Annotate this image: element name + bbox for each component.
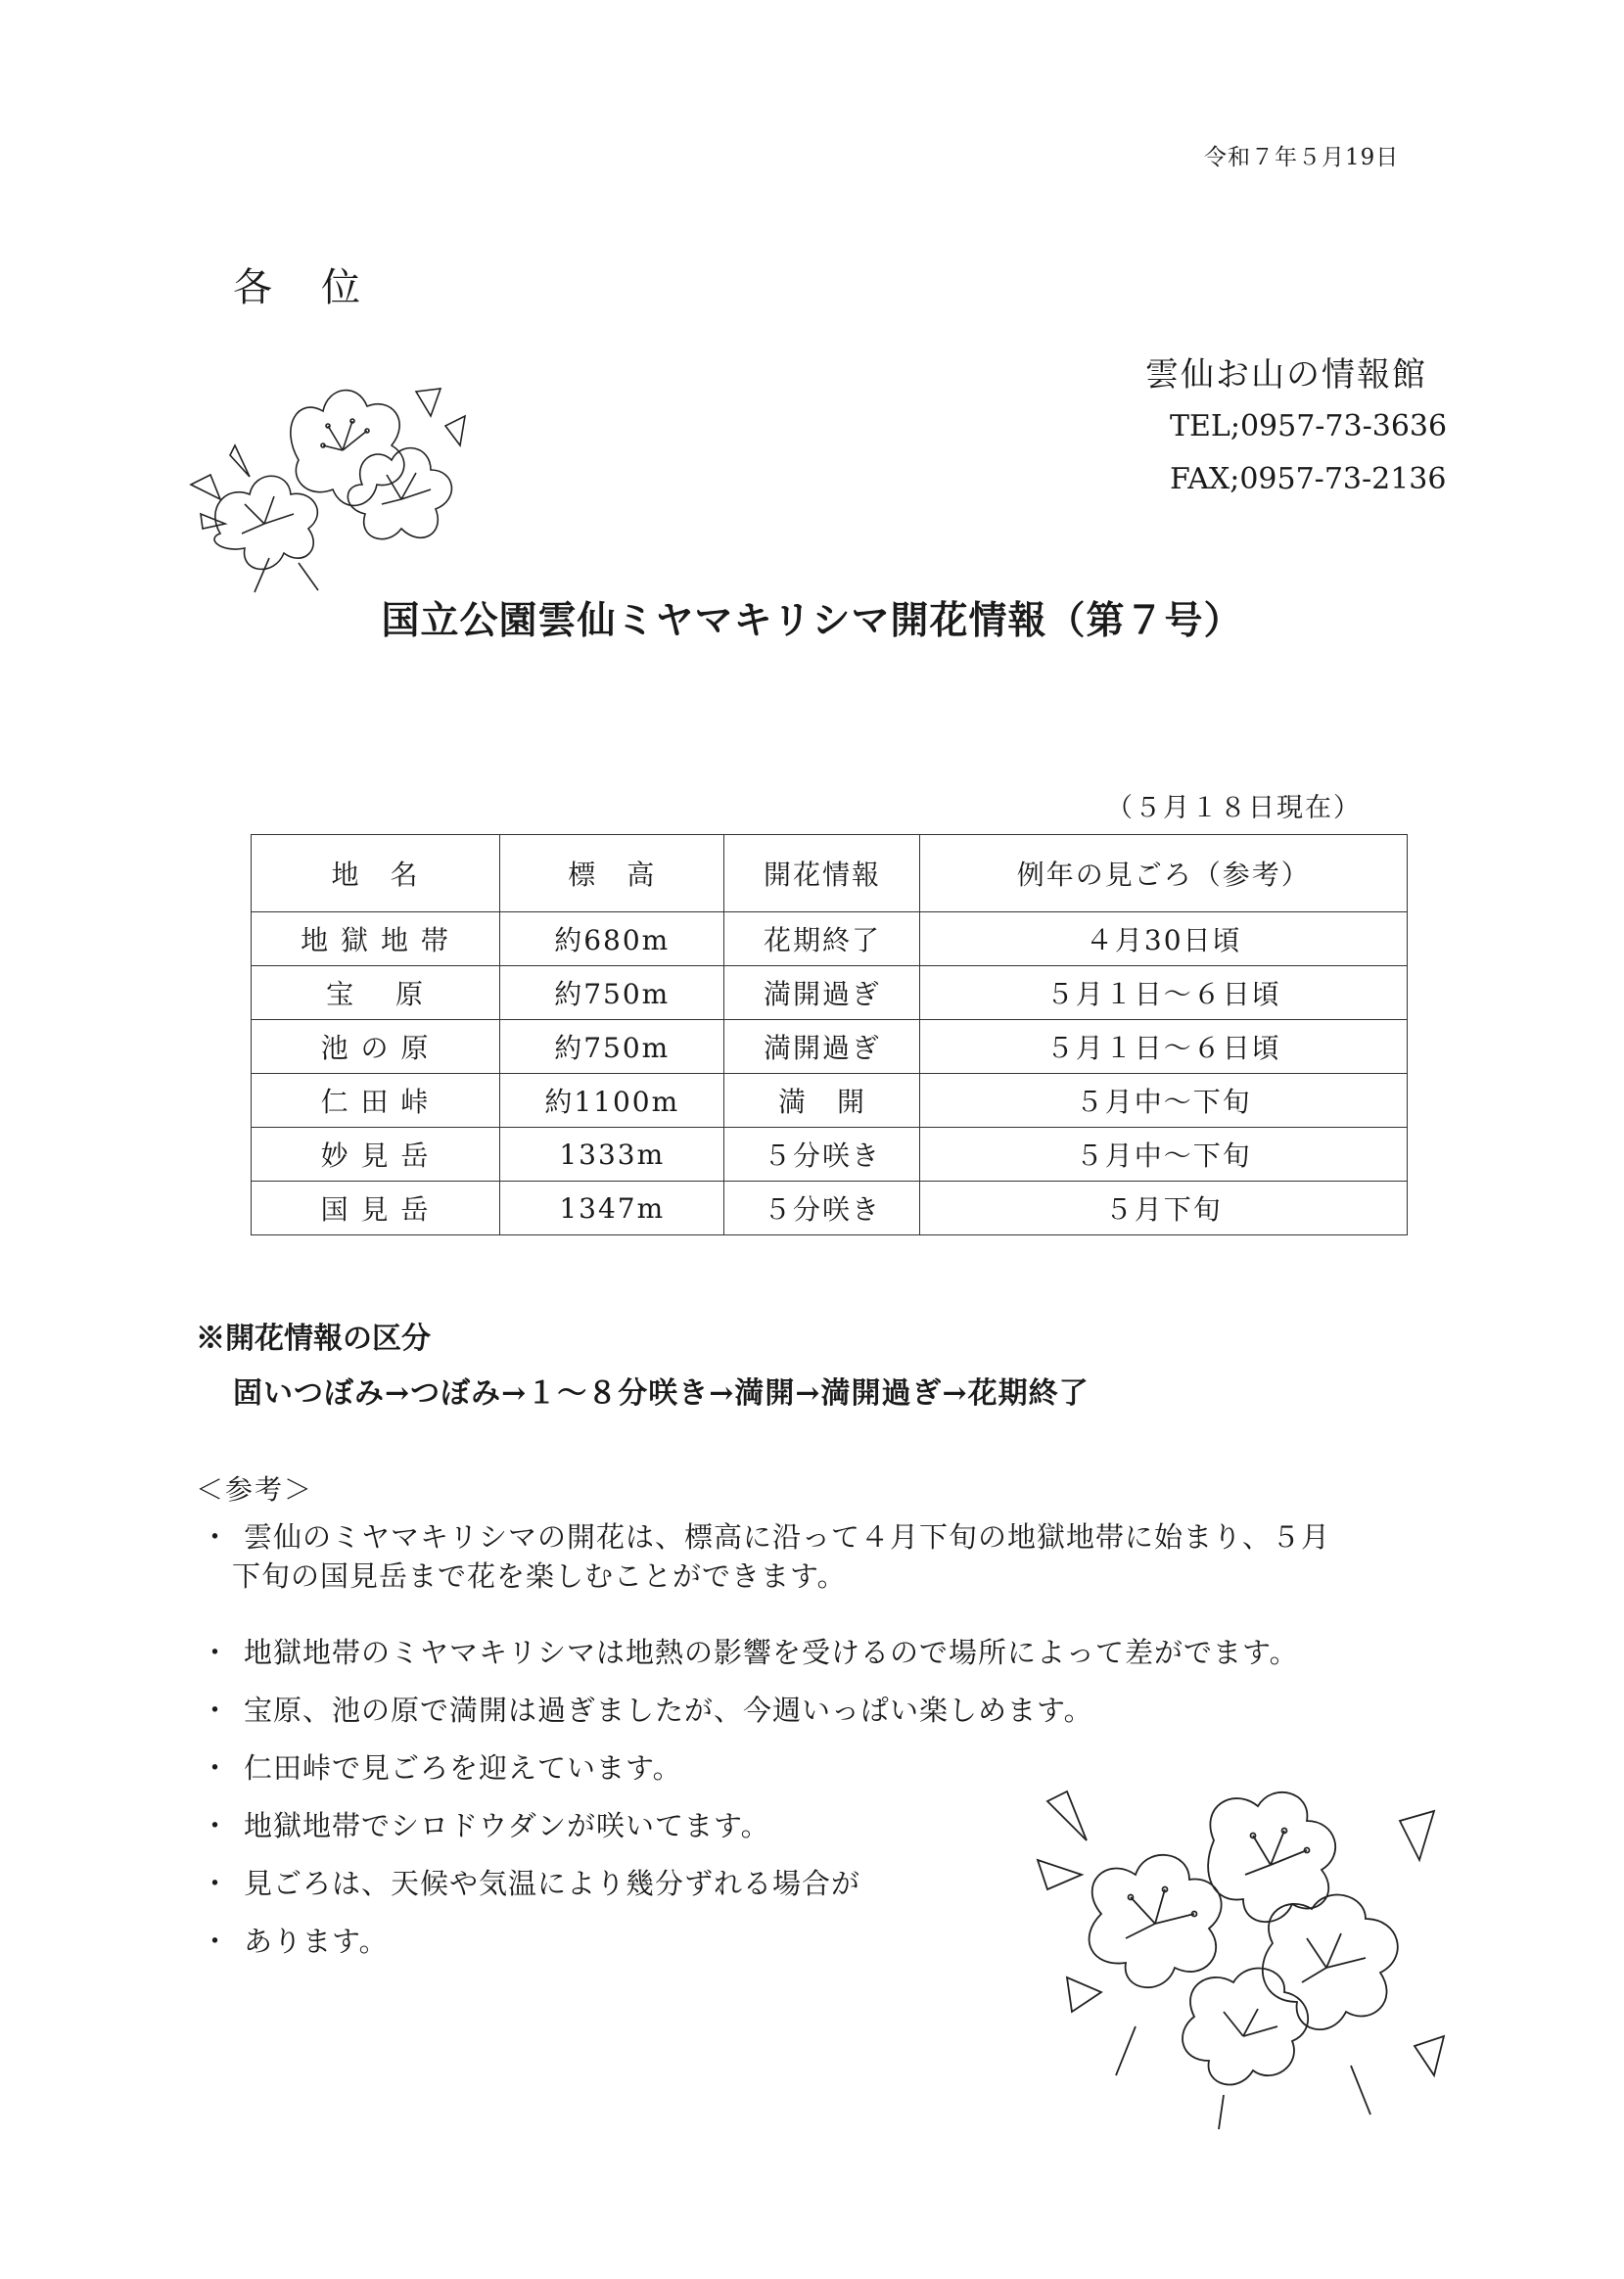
reference-note bbox=[201, 1691, 1093, 1730]
flower-icon bbox=[348, 448, 451, 539]
bullet-mark: ・ bbox=[201, 1520, 231, 1554]
cell-typical-peak: ５月中～下旬 bbox=[920, 1074, 1408, 1128]
azalea-illustration-top bbox=[181, 367, 470, 597]
reference-heading: ＜参考＞ bbox=[196, 1473, 314, 1506]
cell-elevation: 約1100m bbox=[500, 1074, 724, 1128]
note-text: 地獄地帯でシロドウダンが咲いてます。 bbox=[244, 1809, 770, 1842]
cell-bloom-status: 満開過ぎ bbox=[724, 966, 920, 1020]
table-row bbox=[252, 1020, 1408, 1074]
document-date: 令和７年５月19日 bbox=[1204, 145, 1400, 170]
cell-typical-peak: ５月中～下旬 bbox=[920, 1128, 1408, 1182]
category-sequence: 固いつぼみ→つぼみ→１～８分咲き→満開→満開過ぎ→花期終了 bbox=[233, 1376, 1090, 1411]
bullet-mark: ・ bbox=[201, 1751, 231, 1785]
cell-bloom-status: 満 開 bbox=[724, 1074, 920, 1128]
category-heading: ※開花情報の区分 bbox=[196, 1322, 431, 1356]
cell-elevation: 約750m bbox=[500, 1020, 724, 1074]
cell-location: 妙 見 岳 bbox=[252, 1128, 500, 1182]
cell-elevation: 約750m bbox=[500, 966, 724, 1020]
cell-bloom-status: ５分咲き bbox=[724, 1182, 920, 1235]
cell-bloom-status: 満開過ぎ bbox=[724, 1020, 920, 1074]
as-of-date: （５月１８日現在） bbox=[1106, 793, 1362, 823]
flower-icon bbox=[1090, 1855, 1222, 1987]
cell-elevation: 約680m bbox=[500, 912, 724, 966]
cell-typical-peak: ４月30日頃 bbox=[920, 912, 1408, 966]
table-row bbox=[252, 912, 1408, 966]
bullet-mark: ・ bbox=[201, 1694, 231, 1727]
note-text: 宝原、池の原で満開は過ぎましたが、今週いっぱい楽しめます。 bbox=[244, 1694, 1093, 1727]
table-row bbox=[252, 1074, 1408, 1128]
cell-elevation: 1333m bbox=[500, 1128, 724, 1182]
column-header-location: 地 名 bbox=[252, 835, 500, 912]
bullet-mark: ・ bbox=[201, 1809, 231, 1842]
cell-location: 地 獄 地 帯 bbox=[252, 912, 500, 966]
cell-typical-peak: ５月下旬 bbox=[920, 1182, 1408, 1235]
reference-note bbox=[201, 1748, 682, 1788]
note-text: あります。 bbox=[244, 1925, 389, 1958]
reference-note bbox=[201, 1922, 389, 1961]
table-row bbox=[252, 966, 1408, 1020]
table-row bbox=[252, 1128, 1408, 1182]
note-text: 地獄地帯のミヤマキリシマは地熱の影響を受けるので場所によって差がでます。 bbox=[244, 1636, 1299, 1669]
reference-note bbox=[201, 1517, 1473, 1596]
column-header-typical-peak: 例年の見ごろ（参考） bbox=[920, 835, 1408, 912]
azalea-illustration-bottom bbox=[1028, 1782, 1449, 2134]
reference-note bbox=[201, 1806, 770, 1845]
column-header-elevation: 標 高 bbox=[500, 835, 724, 912]
flower-icon bbox=[291, 391, 404, 506]
bullet-mark: ・ bbox=[201, 1867, 231, 1900]
cell-typical-peak: ５月１日～６日頃 bbox=[920, 966, 1408, 1020]
organization-name: 雲仙お山の情報館 bbox=[1145, 355, 1427, 395]
organization-fax: FAX;0957-73-2136 bbox=[1170, 462, 1447, 496]
flower-icon bbox=[1183, 1969, 1308, 2085]
cell-location: 池 の 原 bbox=[252, 1020, 500, 1074]
cell-typical-peak: ５月１日～６日頃 bbox=[920, 1020, 1408, 1074]
note-text-continued: 下旬の国見岳まで花を楽しむことができます。 bbox=[232, 1559, 847, 1593]
addressee: 各位 bbox=[233, 265, 409, 310]
cell-elevation: 1347m bbox=[500, 1182, 724, 1235]
table-row bbox=[252, 1182, 1408, 1235]
cell-bloom-status: ５分咲き bbox=[724, 1128, 920, 1182]
table-header-row bbox=[252, 835, 1408, 912]
cell-location: 国 見 岳 bbox=[252, 1182, 500, 1235]
bullet-mark: ・ bbox=[201, 1925, 231, 1958]
bloom-info-table bbox=[251, 834, 1408, 1235]
cell-location: 宝 原 bbox=[252, 966, 500, 1020]
flower-icon bbox=[214, 476, 317, 569]
organization-tel: TEL;0957-73-3636 bbox=[1170, 409, 1448, 443]
note-text: 雲仙のミヤマキリシマの開花は、標高に沿って４月下旬の地獄地帯に始まり、５月 bbox=[244, 1520, 1331, 1554]
cell-bloom-status: 花期終了 bbox=[724, 912, 920, 966]
note-text: 仁田峠で見ごろを迎えています。 bbox=[244, 1751, 682, 1785]
cell-location: 仁 田 峠 bbox=[252, 1074, 500, 1128]
flower-icon bbox=[1263, 1895, 1398, 2030]
bullet-mark: ・ bbox=[201, 1636, 231, 1669]
page-title: 国立公園雲仙ミヤマキリシマ開花情報（第７号） bbox=[381, 598, 1243, 643]
reference-note bbox=[201, 1864, 860, 1903]
reference-note bbox=[201, 1633, 1299, 1672]
note-text: 見ごろは、天候や気温により幾分ずれる場合が bbox=[244, 1867, 861, 1900]
column-header-bloom-status: 開花情報 bbox=[724, 835, 920, 912]
